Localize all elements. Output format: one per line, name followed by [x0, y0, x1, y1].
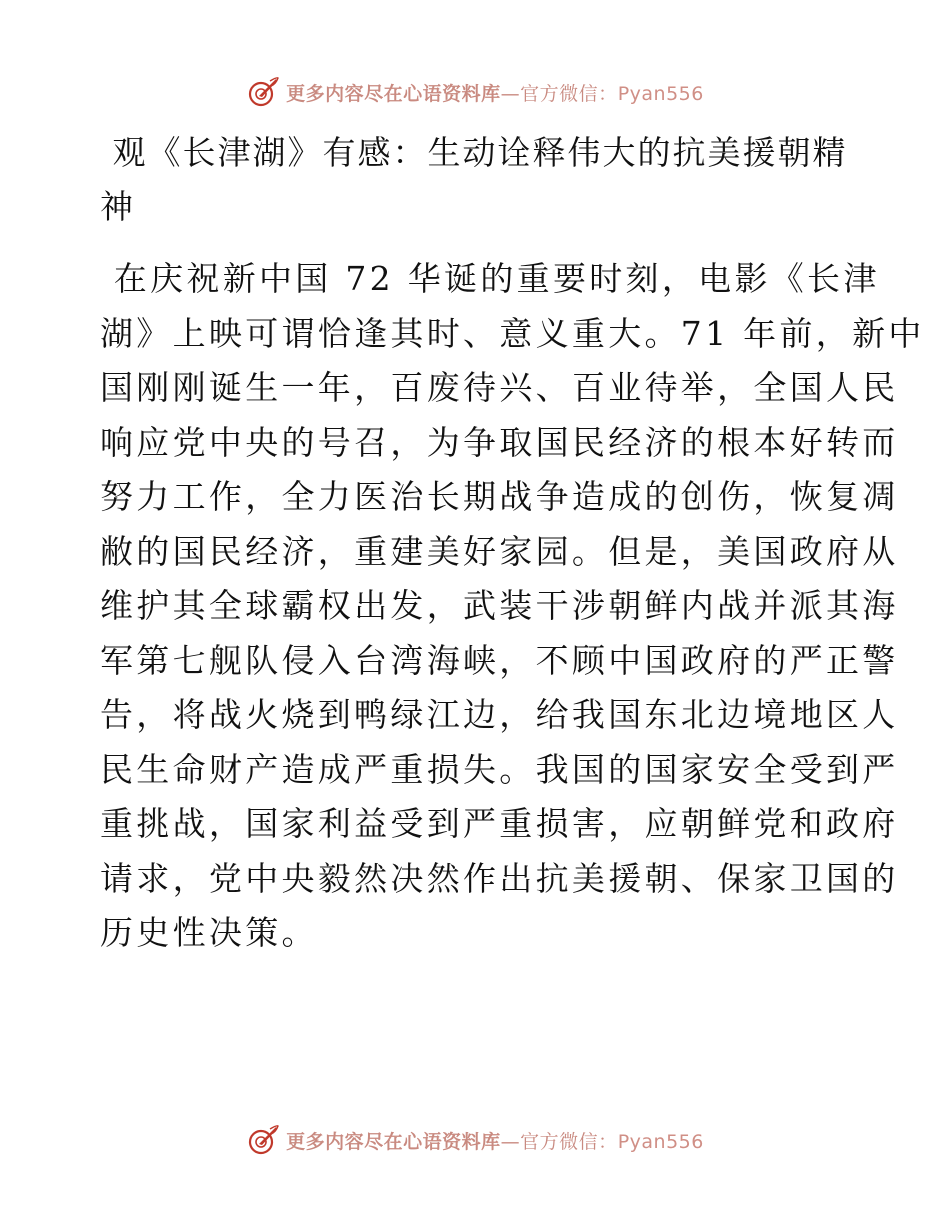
paragraph-line: 响应党中央的号召，为争取国民经济的根本好转而	[100, 422, 899, 462]
paragraph-line: 历史性决策。	[100, 913, 318, 952]
paragraph-line: 重挑战，国家利益受到严重损害，应朝鲜党和政府	[100, 804, 899, 843]
paragraph-line: 敝的国民经济，重建美好家园。但是，美国政府从	[100, 531, 899, 571]
footer-watermark	[0, 1120, 950, 1160]
paragraph-line: 湖》上映可谓恰逢其时、意义重大。71 年前，新中	[100, 313, 925, 353]
watermark-main: 更多内容尽在心语资料库	[286, 82, 501, 105]
paragraph-line: 告，将战火烧到鸭绿江边，给我国东北边境地区人	[100, 695, 899, 734]
paragraph-line: 国刚刚诞生一年，百废待兴、百业待举，全国人民	[100, 368, 899, 407]
paragraph-line: 维护其全球霸权出发，武装干涉朝鲜内战并派其海	[100, 586, 899, 625]
paragraph-line: 请求，党中央毅然决然作出抗美援朝、保家卫国的	[100, 858, 899, 898]
document-title	[100, 126, 850, 234]
watermark-text	[286, 1127, 704, 1154]
title-line: 神	[100, 187, 135, 226]
watermark-text	[286, 79, 704, 106]
paragraph-line: 民生命财产造成严重损失。我国的国家安全受到严	[100, 749, 899, 789]
title-line: 观《长津湖》有感：生动诠释伟大的抗美援朝精	[100, 133, 848, 172]
watermark-sep: —官方微信：	[500, 1130, 618, 1153]
watermark-id: Pyan556	[617, 82, 704, 105]
paragraph-line: 努力工作，全力医治长期战争造成的创伤，恢复凋	[100, 477, 899, 516]
paragraph-line: 军第七舰队侵入台湾海峡，不顾中国政府的严正警	[100, 640, 899, 680]
quill-logo-icon	[246, 75, 280, 109]
watermark-main: 更多内容尽在心语资料库	[286, 1130, 501, 1153]
header-watermark	[0, 72, 950, 112]
watermark-id: Pyan556	[617, 1130, 704, 1153]
quill-logo-icon	[246, 1123, 280, 1157]
watermark-sep: —官方微信：	[500, 82, 618, 105]
paragraph-line: 在庆祝新中国 72 华诞的重要时刻，电影《长津	[100, 259, 880, 298]
body-paragraph	[100, 252, 925, 961]
